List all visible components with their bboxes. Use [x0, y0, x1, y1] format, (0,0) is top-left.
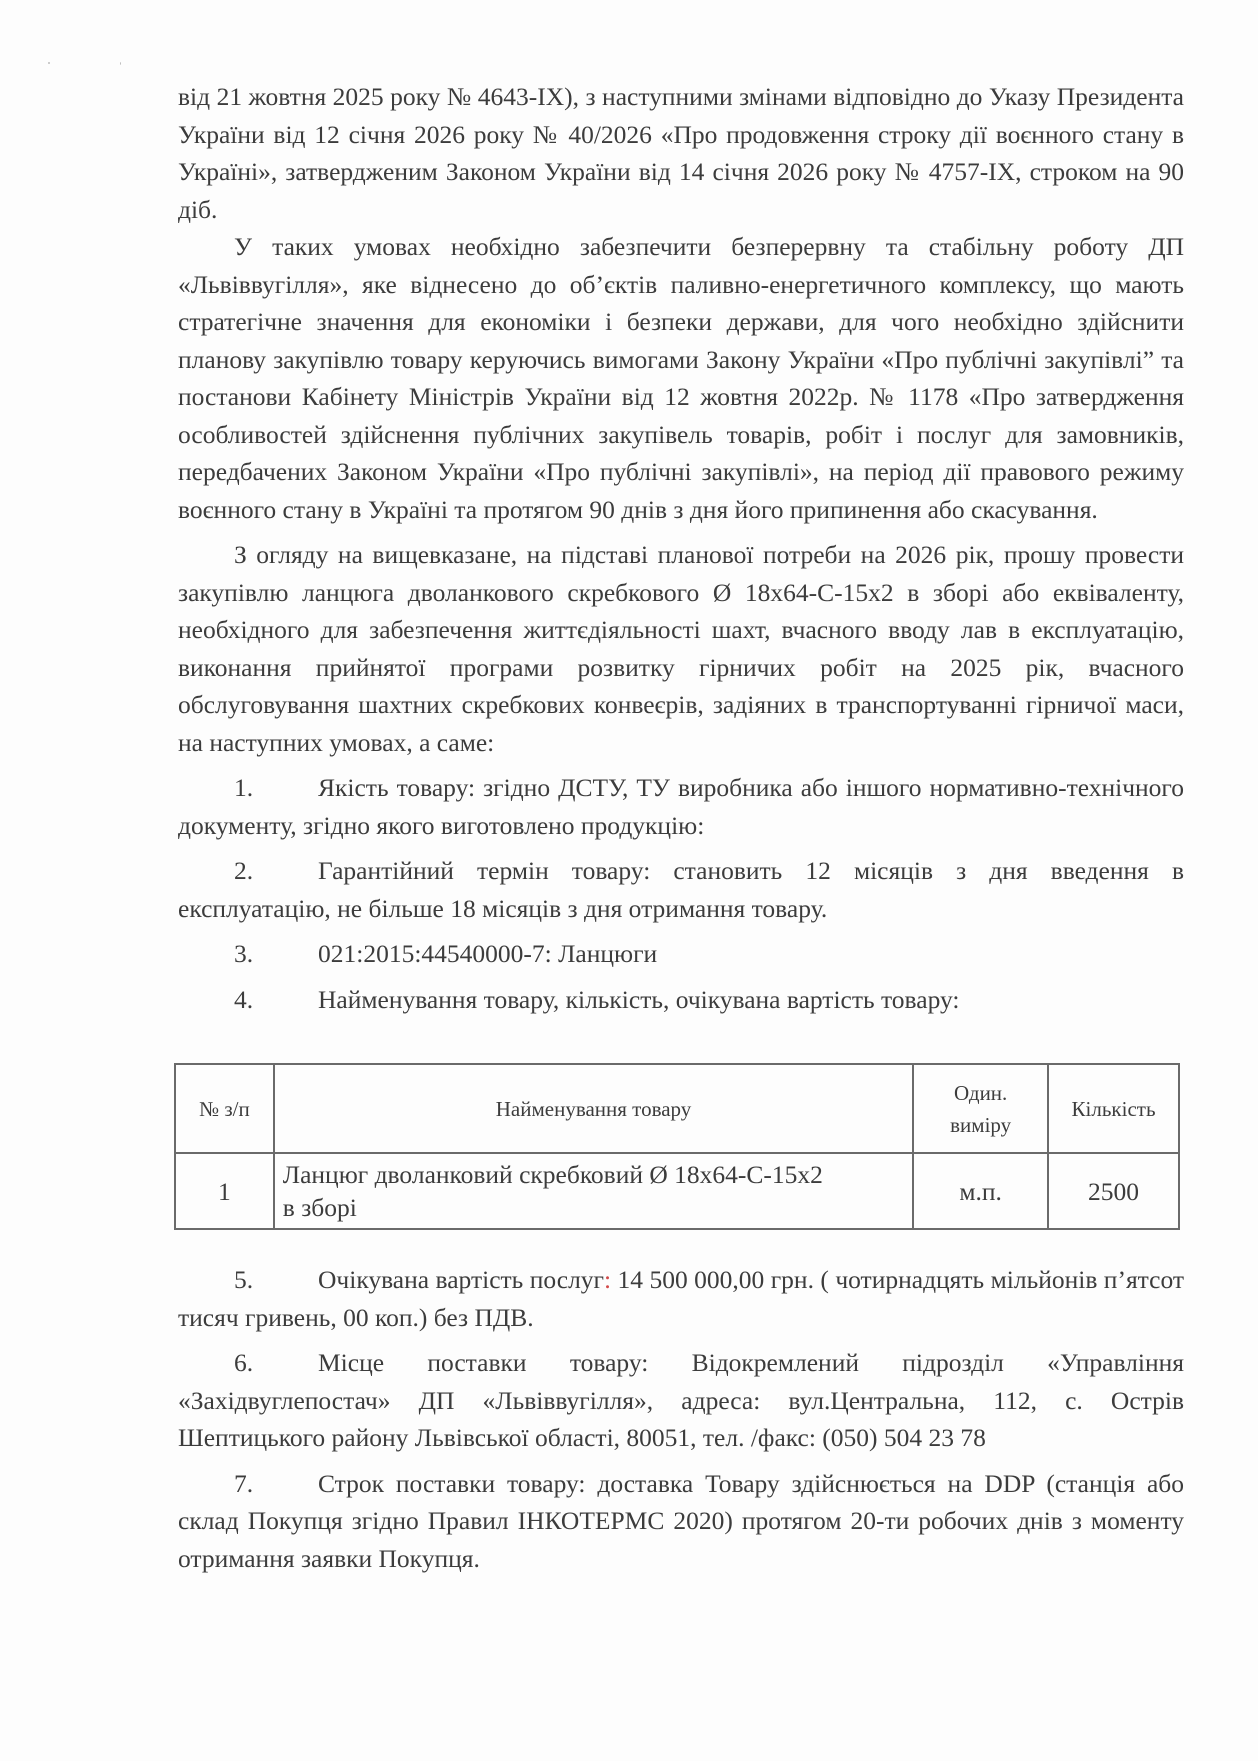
cell-name-line1: Ланцюг дволанковий скребковий Ø 18х64-С-15х2 [282, 1160, 823, 1189]
list-item-number: 5. [234, 1265, 254, 1294]
cell-quantity: 2500 [1048, 1153, 1179, 1229]
scan-speck [120, 62, 121, 65]
list-item-number: 6. [234, 1348, 254, 1377]
document-body [178, 78, 1184, 1577]
goods-table [174, 1063, 1180, 1230]
list-item-text: Гарантійний термін товару: становить 12 місяців з дня введення в експлуатацію, не більше 18 місяців з дня отримання товару. [178, 856, 1184, 923]
list-item-number: 2. [234, 856, 254, 885]
list-item-text: 14 500 000,00 грн. ( чотирнадцять мільйонів п’ятсот тисяч гривень, 00 коп.) без ПДВ. [178, 1265, 1185, 1332]
column-header-unit [913, 1064, 1048, 1153]
scan-speck [48, 62, 50, 64]
list-item-warranty [178, 852, 1184, 927]
column-header-unit-line2: виміру [950, 1112, 1012, 1137]
cell-number: 1 [175, 1153, 274, 1229]
list-item-goods-table-intro [178, 981, 1184, 1019]
paragraph-procurement-justification: У таких умовах необхідно забезпечити безперервну та стабільну роботу ДП «Львіввугілля», яке віднесено до об’єктів паливно-енергетичного комплексу, що мають стратегічне значення для економіки і безпеки держави, для чого необхідно здійснити планову закупівлю товару керуючись вимогами Закону України «Про публічні закупівлі” та постанови Кабінету Міністрів України від 12 жовтня 2022р. № 1178 «Про затвердження особливостей здійснення публічних закупівель товарів, робіт і послуг для замовників, передбачених Законом України «Про публічні закупівлі», на період дії правового режиму воєнного стану в Україні та протягом 90 днів з дня його припинення або скасування. [178, 232, 1184, 524]
list-item-text: Якість товару: згідно ДСТУ, ТУ виробника або іншого нормативно-технічного документу, згідно якого виготовлено продукцію: [178, 773, 1184, 840]
list-item-cpv-code [178, 935, 1184, 973]
column-header-quantity: Кількість [1048, 1064, 1179, 1153]
cell-name [274, 1153, 913, 1229]
list-item-text: Місце поставки товару: Відокремлений підрозділ «Управління «Західвуглепостач» ДП «Львіввугілля», адреса: вул.Центральна, 112, с. Острів Шептицького району Львівської області, 80051, тел. /факс: (050) 504 23 78 [178, 1348, 1184, 1452]
column-header-name: Найменування товару [274, 1064, 913, 1153]
list-item-delivery-term [178, 1465, 1184, 1578]
list-item-delivery-place [178, 1344, 1184, 1457]
column-header-number: № з/п [175, 1064, 274, 1153]
cell-name-line2: в зборі [282, 1193, 357, 1222]
list-item-number: 4. [234, 984, 254, 1014]
list-item-label: Очікувана вартість послуг [318, 1265, 605, 1294]
paragraph-procurement-request: З огляду на вищевказане, на підставі планової потреби на 2026 рік, прошу провести закупівлю ланцюга дволанкового скребкового Ø 18х64-С-15х2 в зборі або еквіваленту, необхідного для забезпечення життєдіяльності шахт, вчасного вводу лав в експлуатацію, виконання прийнятої програми розвитку гірничих робіт на 2025 рік, вчасного обслуговування шахтних скребкових конвеєрів, задіяних в транспортуванні гірничої маси, на наступних умовах, а саме: [178, 540, 1184, 757]
table-row [175, 1153, 1179, 1229]
table-header-row [175, 1064, 1179, 1153]
list-item-expected-cost [178, 1261, 1184, 1336]
list-item-number: 7. [234, 1468, 254, 1498]
list-item-text: Строк поставки товару: доставка Товару здійснюється на DDP (станція або склад Покупця згідно Правил ІНКОТЕРМС 2020) протягом 20-ти робочих днів з моменту отримання заявки Покупця. [178, 1468, 1184, 1573]
list-item-text: 021:2015:44540000-7: Ланцюги [318, 939, 658, 968]
list-item-text: Найменування товару, кількість, очікувана вартість товару: [318, 984, 960, 1014]
column-header-unit-line1: Один. [954, 1080, 1008, 1105]
list-item-colon: : [604, 1265, 612, 1294]
paragraph-martial-law-extension: від 21 жовтня 2025 року № 4643-ІХ), з наступними змінами відповідно до Указу Президента України від 12 січня 2026 року № 40/2026 «Про продовження строку дії воєнного стану в Україні», затвердженим Законом України від 14 січня 2026 року № 4757-ІХ, строком на 90 діб. [178, 82, 1184, 224]
list-item-number: 1. [234, 773, 254, 802]
list-item-number: 3. [234, 939, 254, 968]
cell-unit: м.п. [913, 1153, 1048, 1229]
list-item-quality [178, 769, 1184, 844]
